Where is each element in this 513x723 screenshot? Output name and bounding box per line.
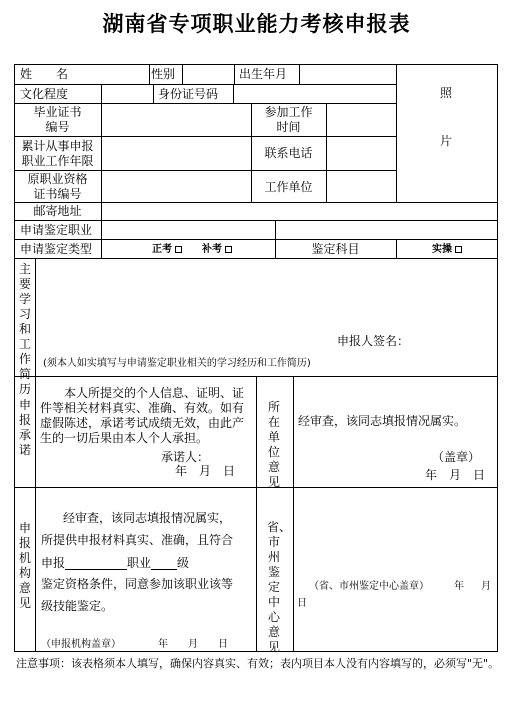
resume-hint: (须本人如实填写与申请鉴定职业相关的学习经历和工作简历): [43, 358, 311, 369]
label-photo-2: 片: [440, 134, 453, 148]
label-address: 邮寄地址: [33, 204, 82, 218]
label-grad-cert-2: 编号: [45, 120, 70, 134]
center-month: 月: [481, 581, 491, 592]
label-pledge: 申报承诺: [18, 398, 31, 457]
agency-line2: 所提供申报材料真实、准确，且符合: [41, 533, 234, 547]
label-unit: 所在单位意见: [267, 400, 280, 489]
option-makeup[interactable]: 补考: [202, 243, 222, 257]
label-id-number: 身份证号码: [158, 87, 219, 101]
resume-signature: 申报人签名：: [337, 334, 410, 348]
label-center: 省、市州鉴定中心意见: [267, 520, 292, 654]
label-years-2: 职业工作年限: [21, 154, 94, 168]
label-gender: 性别: [151, 67, 176, 81]
label-name: 姓 名: [20, 67, 69, 81]
label-employer: 工作单位: [264, 180, 313, 194]
unit-text: 经审查，该同志填报情况属实。: [298, 414, 467, 428]
agency-date: 年 月 日: [158, 639, 228, 650]
agency-line3: 申报 职业 级: [41, 556, 190, 570]
label-apply-occupation: 申请鉴定职业: [20, 223, 93, 237]
label-years-1: 累计从事申报: [21, 139, 94, 153]
agency-line5: 级技能鉴定。: [41, 599, 114, 613]
label-subject: 鉴定科目: [311, 242, 360, 256]
form-title: 湖南省专项职业能力考核申报表: [102, 12, 411, 36]
label-orig-cert-2: 证书编号: [33, 187, 82, 201]
pledge-text: 本人所提交的个人信息、证明、证件等相关材料真实、准确、有效。如有虚假陈述，承诺考试成绩无效，由此产生的一切后果由本人个人承担。: [40, 386, 245, 445]
option-practical[interactable]: 实操: [432, 243, 452, 257]
center-seal: （省、市州鉴定中心盖章）: [309, 581, 429, 592]
label-agency: 申报机构意见: [18, 521, 31, 610]
unit-date: 年 月 日: [425, 468, 486, 482]
center-year: 年: [454, 581, 464, 592]
label-grad-cert-1: 毕业证书: [33, 105, 82, 119]
label-birth: 出生年月: [239, 67, 288, 81]
agency-line1: 经审查，该同志填报情况属实，: [63, 511, 232, 525]
label-work-start-2: 时间: [276, 120, 301, 134]
label-orig-cert-1: 原职业资格: [27, 172, 88, 186]
label-phone: 联系电话: [264, 146, 313, 160]
label-apply-type: 申请鉴定类型: [20, 242, 93, 256]
agency-line4: 鉴定资格条件，同意参加该职业该等: [41, 577, 234, 591]
agency-seal: （申报机构盖章）: [41, 639, 121, 650]
label-work-start-1: 参加工作: [264, 105, 313, 119]
label-resume: 主要学习和工作简历: [18, 262, 31, 396]
pledge-signer: 承诺人：: [161, 450, 210, 464]
label-photo-1: 照: [440, 86, 453, 100]
unit-seal: （盖章）: [432, 450, 481, 464]
option-regular[interactable]: 正考: [152, 243, 172, 257]
footer-note: 注意事项：该表格须本人填写，确保内容真实、有效；表内项目本人没有内容填写的，必须写"无"。: [16, 657, 500, 670]
pledge-date: 年 月 日: [175, 464, 236, 478]
label-education: 文化程度: [20, 87, 69, 101]
center-day: 日: [297, 598, 307, 609]
